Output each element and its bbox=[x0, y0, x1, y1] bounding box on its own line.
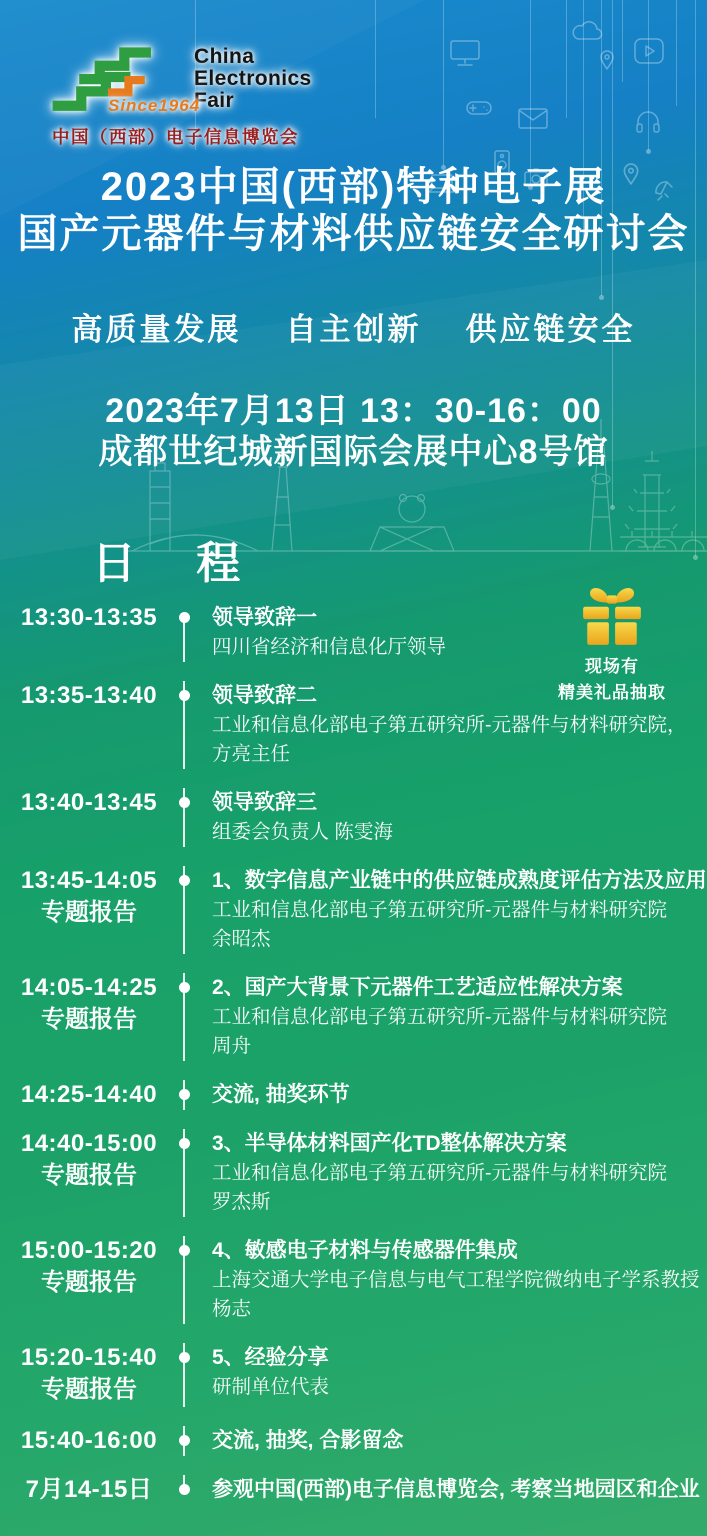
event-venue: 成都世纪城新国际会展中心8号馆 bbox=[98, 433, 609, 471]
agenda-desc: 四川省经济和信息化厅领导 bbox=[212, 636, 447, 658]
agenda-row bbox=[14, 866, 707, 973]
agenda-row bbox=[14, 1080, 707, 1129]
agenda-time: 13:45-14:05 bbox=[20, 867, 158, 894]
gift-note-line2: 精美礼品抽取 bbox=[558, 683, 666, 702]
timeline-dot bbox=[179, 1089, 190, 1100]
agenda-time: 7月14-15日 bbox=[25, 1476, 153, 1503]
agenda-time: 15:00-15:20 bbox=[20, 1237, 158, 1264]
logo-brand-line: Fair bbox=[194, 89, 235, 112]
cef-logo-block bbox=[36, 34, 356, 149]
agenda-time: 15:40-16:00 bbox=[20, 1427, 158, 1454]
logo-brand-text bbox=[194, 34, 312, 116]
agenda-desc: 周舟 bbox=[212, 1035, 252, 1057]
gift-note-line1: 现场有 bbox=[585, 657, 639, 676]
timeline-dot bbox=[179, 797, 190, 808]
timeline-dot bbox=[179, 1352, 190, 1363]
logo-brand-line: China bbox=[194, 45, 255, 68]
agenda-list bbox=[0, 603, 707, 1524]
agenda-tag: 专题报告 bbox=[41, 899, 137, 926]
agenda-row bbox=[14, 973, 707, 1080]
agenda-time: 13:40-13:45 bbox=[20, 789, 158, 816]
agenda-desc: 上海交通大学电子信息与电气工程学院微纳电子学系教授 bbox=[212, 1269, 700, 1291]
cloud-icon bbox=[570, 20, 604, 41]
timeline-dot bbox=[179, 1435, 190, 1446]
agenda-tag: 专题报告 bbox=[41, 1006, 137, 1033]
gamepad-icon bbox=[466, 100, 492, 116]
agenda-desc: 罗杰斯 bbox=[212, 1191, 271, 1213]
agenda-tag: 专题报告 bbox=[41, 1376, 137, 1403]
agenda-title: 参观中国(西部)电子信息博览会, 考察当地园区和企业 bbox=[212, 1478, 700, 1501]
slogan: 供应链安全 bbox=[465, 312, 636, 347]
agenda-row bbox=[14, 1236, 707, 1343]
agenda-row bbox=[14, 1426, 707, 1475]
agenda-desc: 方亮主任 bbox=[212, 743, 291, 765]
timeline-dot bbox=[179, 612, 190, 623]
agenda-desc: 研制单位代表 bbox=[212, 1376, 330, 1398]
agenda-row bbox=[14, 1475, 707, 1524]
agenda-desc: 工业和信息化部电子第五研究所-元器件与材料研究院， bbox=[212, 714, 687, 736]
agenda-desc: 工业和信息化部电子第五研究所-元器件与材料研究院 bbox=[212, 899, 667, 921]
monitor-icon bbox=[450, 40, 480, 67]
agenda-time: 14:25-14:40 bbox=[20, 1081, 158, 1108]
logo-subtitle-cn: 中国（西部）电子信息博览会 bbox=[52, 127, 299, 147]
agenda-title: 交流, 抽奖环节 bbox=[212, 1083, 350, 1106]
slogan: 高质量发展 bbox=[71, 312, 242, 347]
location-pin-icon bbox=[600, 50, 614, 70]
timeline-dot bbox=[179, 875, 190, 886]
logo-since-text: Since1964 bbox=[108, 96, 201, 115]
logo-brand-line: Electronics bbox=[194, 67, 312, 90]
gift-badge bbox=[547, 584, 677, 706]
agenda-heading: 日 程 bbox=[92, 539, 265, 588]
agenda-desc: 杨志 bbox=[212, 1298, 252, 1320]
agenda-title: 1、数字信息产业链中的供应链成熟度评估方法及应用 bbox=[212, 869, 707, 892]
agenda-title: 交流, 抽奖, 合影留念 bbox=[212, 1429, 404, 1452]
timeline-dot bbox=[179, 690, 190, 701]
agenda-time: 13:30-13:35 bbox=[20, 604, 158, 631]
event-title bbox=[0, 164, 707, 258]
timeline-dot bbox=[179, 1484, 190, 1495]
timeline-dot bbox=[179, 1245, 190, 1256]
agenda-title: 领导致辞二 bbox=[212, 684, 317, 707]
agenda-time: 13:35-13:40 bbox=[20, 682, 158, 709]
envelope-icon bbox=[518, 108, 548, 129]
agenda-row bbox=[14, 1129, 707, 1236]
agenda-title: 领导致辞三 bbox=[212, 791, 317, 814]
agenda-title: 3、半导体材料国产化TD整体解决方案 bbox=[212, 1132, 567, 1155]
event-datetime: 2023年7月13日 13：30-16：00 bbox=[105, 392, 602, 430]
event-title-line2: 国产元器件与材料供应链安全研讨会 bbox=[17, 212, 690, 256]
event-title-line1: 2023中国(西部)特种电子展 bbox=[100, 165, 607, 209]
agenda-row bbox=[14, 788, 707, 866]
agenda-desc: 组委会负责人 陈雯海 bbox=[212, 821, 393, 843]
timeline-dot bbox=[179, 1138, 190, 1149]
agenda-desc: 工业和信息化部电子第五研究所-元器件与材料研究院 bbox=[212, 1006, 667, 1028]
agenda-time: 14:40-15:00 bbox=[20, 1130, 158, 1157]
agenda-time: 14:05-14:25 bbox=[20, 974, 158, 1001]
agenda-title: 4、敏感电子材料与传感器件集成 bbox=[212, 1239, 518, 1262]
agenda-desc: 余昭杰 bbox=[212, 928, 271, 950]
agenda-row bbox=[14, 1343, 707, 1426]
slogan-row bbox=[0, 304, 707, 349]
timeline-dot bbox=[179, 982, 190, 993]
slogan: 自主创新 bbox=[285, 312, 422, 347]
agenda-tag: 专题报告 bbox=[41, 1162, 137, 1189]
video-play-icon bbox=[634, 38, 664, 64]
agenda-tag: 专题报告 bbox=[41, 1269, 137, 1296]
gift-icon bbox=[579, 584, 645, 648]
agenda-desc: 工业和信息化部电子第五研究所-元器件与材料研究院 bbox=[212, 1162, 667, 1184]
headphones-icon bbox=[636, 110, 660, 133]
agenda-time: 15:20-15:40 bbox=[20, 1344, 158, 1371]
agenda-title: 5、经验分享 bbox=[212, 1346, 329, 1369]
agenda-title: 2、国产大背景下元器件工艺适应性解决方案 bbox=[212, 976, 623, 999]
agenda-title: 领导致辞一 bbox=[212, 606, 317, 629]
gift-note bbox=[558, 654, 666, 706]
